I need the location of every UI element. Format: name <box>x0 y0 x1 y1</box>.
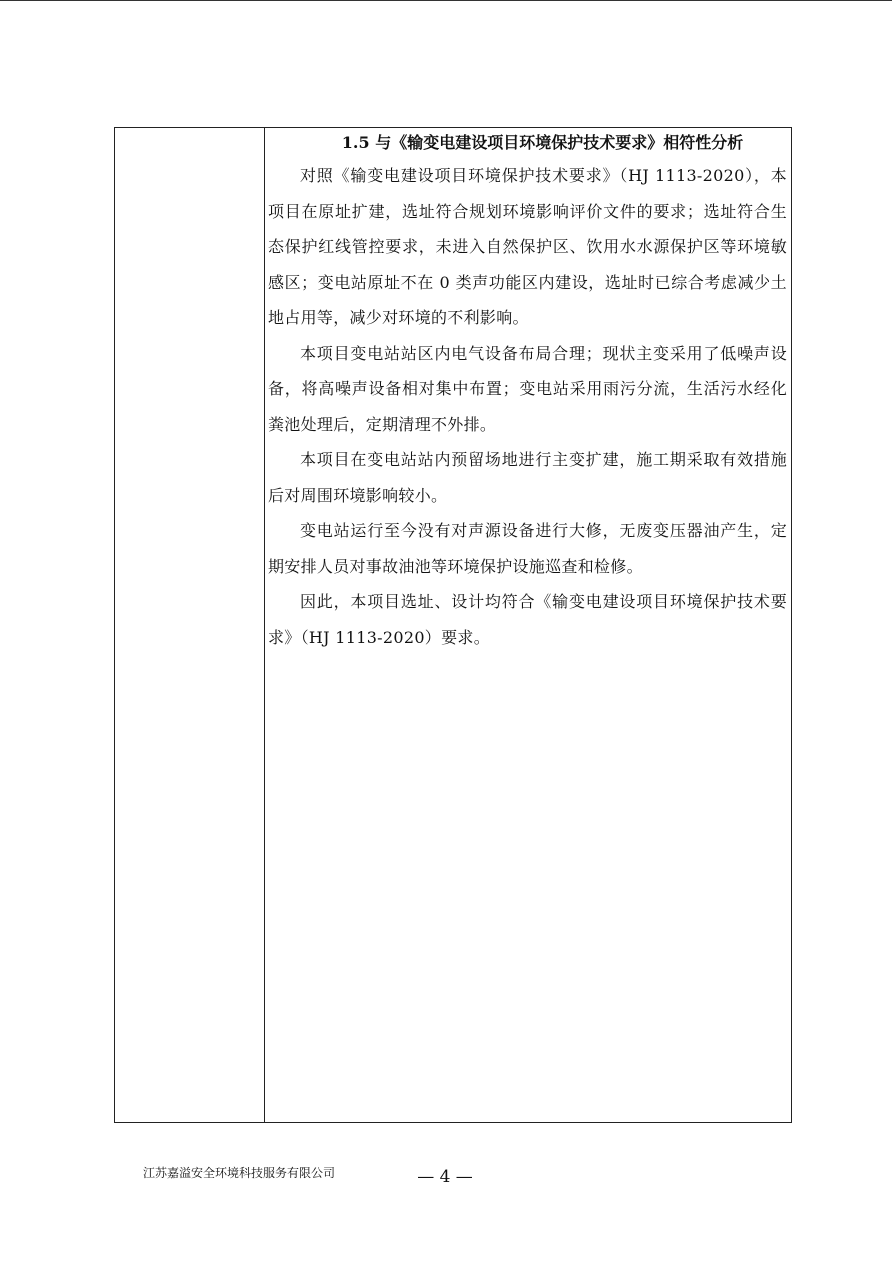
paragraph-construction: 本项目在变电站站内预留场地进行主变扩建，施工期采取有效措施后对周围环境影响较小。 <box>268 450 787 505</box>
table-content-column <box>266 128 791 1122</box>
page-number: — 4 — <box>417 1167 473 1187</box>
top-rule <box>0 0 892 1</box>
paragraph-conclusion: 因此，本项目选址、设计均符合《输变电建设项目环境保护技术要求》（HJ 1113-2020）要求。 <box>268 592 787 647</box>
footer-company-name: 江苏嘉溢安全环境科技服务有限公司 <box>143 1166 336 1180</box>
table-label-column <box>115 128 265 1122</box>
paragraph-site-selection: 对照《输变电建设项目环境保护技术要求》（HJ 1113-2020），本项目在原址扩建，选址符合规划环境影响评价文件的要求；选址符合生态保护红线管控要求，未进入自然保护区、饮用水水源保护区等环境敏感区；变电站原址不在 0 类声功能区内建设，选址时已综合考虑减少土地占用等，减少对环境的不利影响。 <box>268 166 787 327</box>
document-table <box>114 127 792 1123</box>
section-heading: 1.5 与《输变电建设项目环境保护技术要求》相符性分析 <box>341 133 744 152</box>
paragraph-operation: 变电站运行至今没有对声源设备进行大修，无废变压器油产生，定期安排人员对事故油池等环境保护设施巡查和检修。 <box>268 521 787 576</box>
paragraph-equipment-layout: 本项目变电站站区内电气设备布局合理；现状主变采用了低噪声设备，将高噪声设备相对集中布置；变电站采用雨污分流，生活污水经化粪池处理后，定期清理不外排。 <box>268 343 787 434</box>
